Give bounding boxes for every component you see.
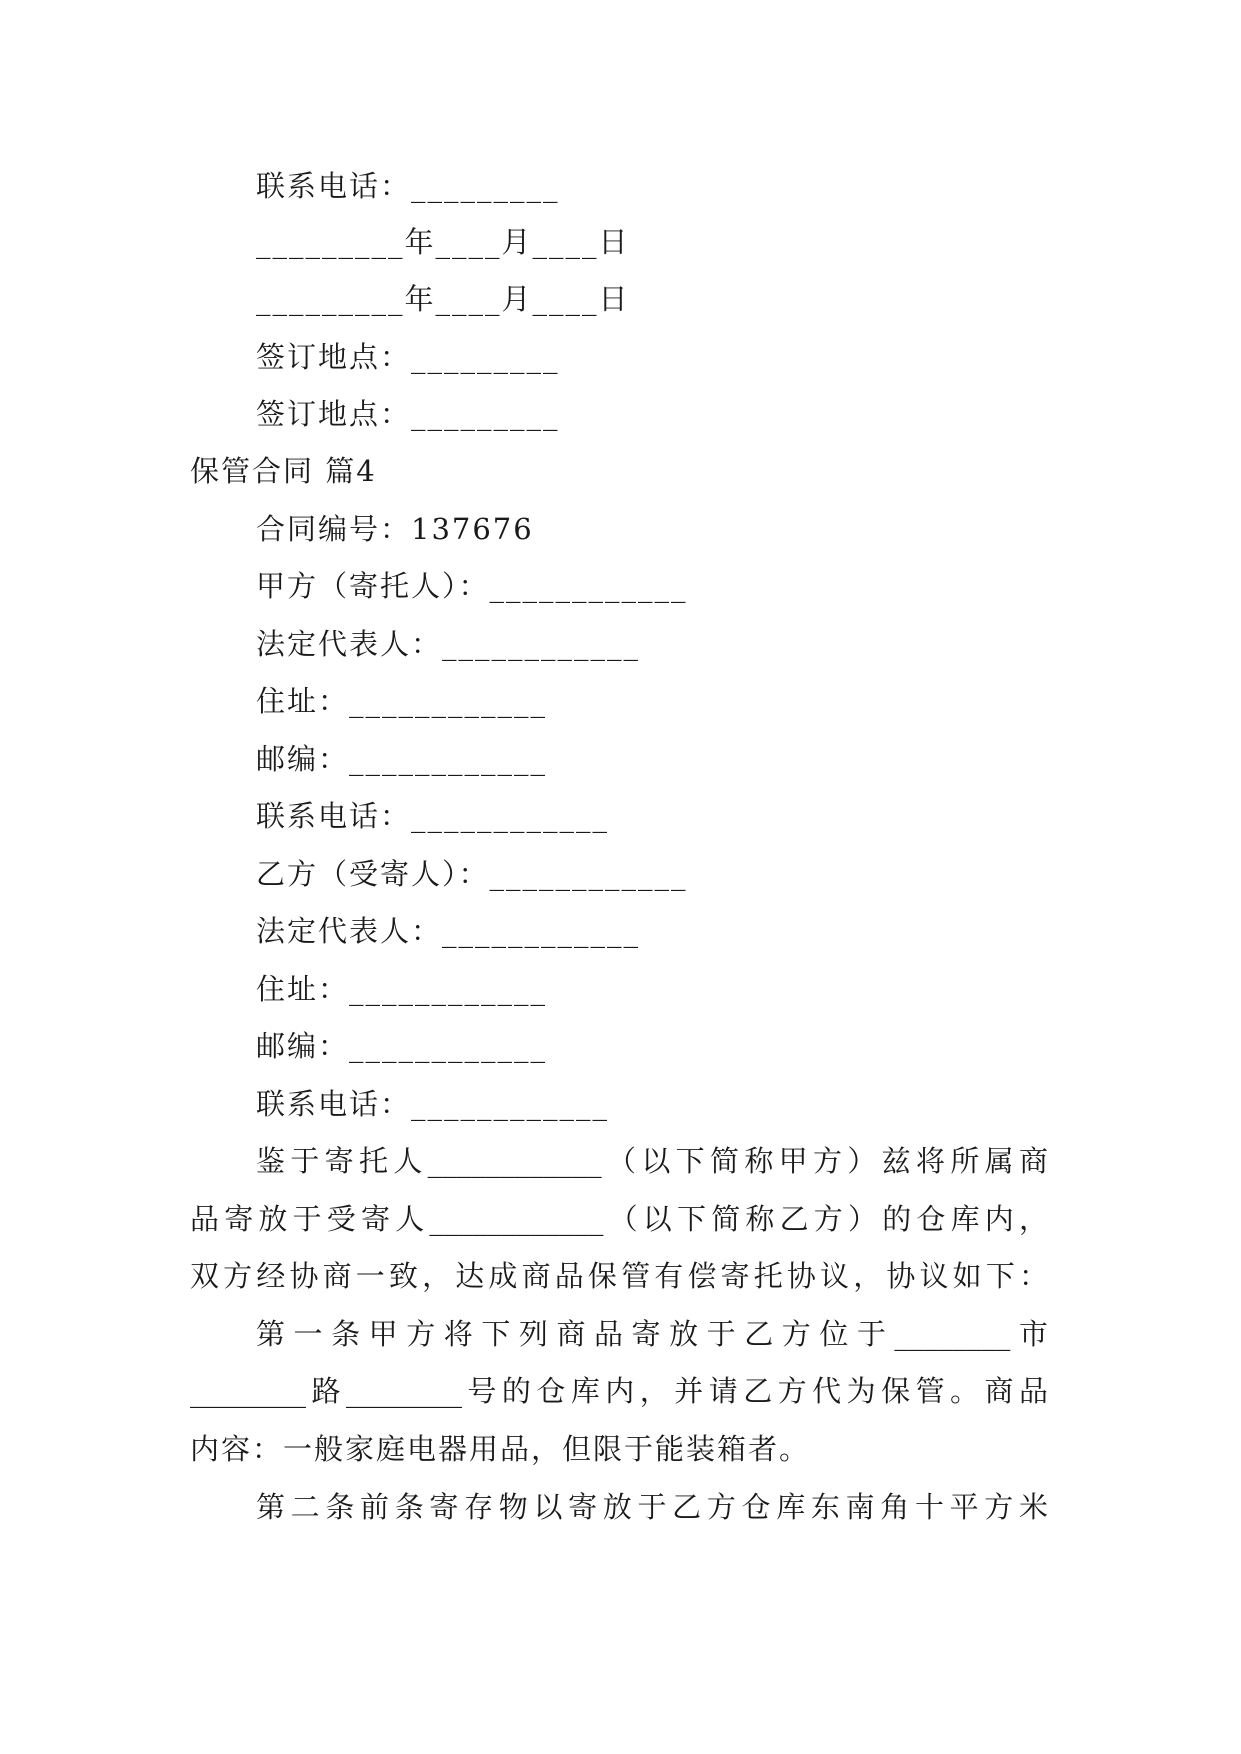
article-line: 内容：一般家庭电器用品，但限于能装箱者。 <box>190 1432 811 1466</box>
postcode-line: 邮编：____________ <box>256 742 548 776</box>
contact-phone-line: 联系电话：_________ <box>256 169 560 203</box>
signing-place-line: 签订地点：_________ <box>256 340 560 374</box>
paragraph-line: 品寄放于受寄人____________（以下简称乙方）的仓库内， <box>190 1202 1048 1236</box>
address-line: 住址：____________ <box>256 972 548 1006</box>
signing-place-line: 签订地点：_________ <box>256 397 560 431</box>
legal-rep-line: 法定代表人：____________ <box>256 914 641 948</box>
section-heading: 保管合同 篇4 <box>190 454 377 488</box>
postcode-line: 邮编：____________ <box>256 1029 548 1063</box>
party-b-line: 乙方（受寄人）：____________ <box>256 857 688 891</box>
article-line: 第一条甲方将下列商品寄放于乙方位于________市 <box>256 1317 1048 1351</box>
contact-phone-line: 联系电话：____________ <box>256 799 610 833</box>
address-line: 住址：____________ <box>256 684 548 718</box>
legal-rep-line: 法定代表人：____________ <box>256 627 641 661</box>
article-line: ________路________号的仓库内，并请乙方代为保管。商品 <box>190 1374 1048 1408</box>
date-line: _________年____月____日 <box>256 282 630 316</box>
contact-phone-line: 联系电话：____________ <box>256 1087 610 1121</box>
paragraph-line: 鉴于寄托人____________（以下简称甲方）兹将所属商 <box>256 1144 1048 1178</box>
contract-number-line: 合同编号：137676 <box>256 512 534 546</box>
paragraph-line: 双方经协商一致，达成商品保管有偿寄托协议，协议如下： <box>190 1259 1048 1293</box>
party-a-line: 甲方（寄托人）：____________ <box>256 569 688 603</box>
date-line: _________年____月____日 <box>256 225 630 259</box>
article-line: 第二条前条寄存物以寄放于乙方仓库东南角十平方米 <box>256 1490 1048 1524</box>
